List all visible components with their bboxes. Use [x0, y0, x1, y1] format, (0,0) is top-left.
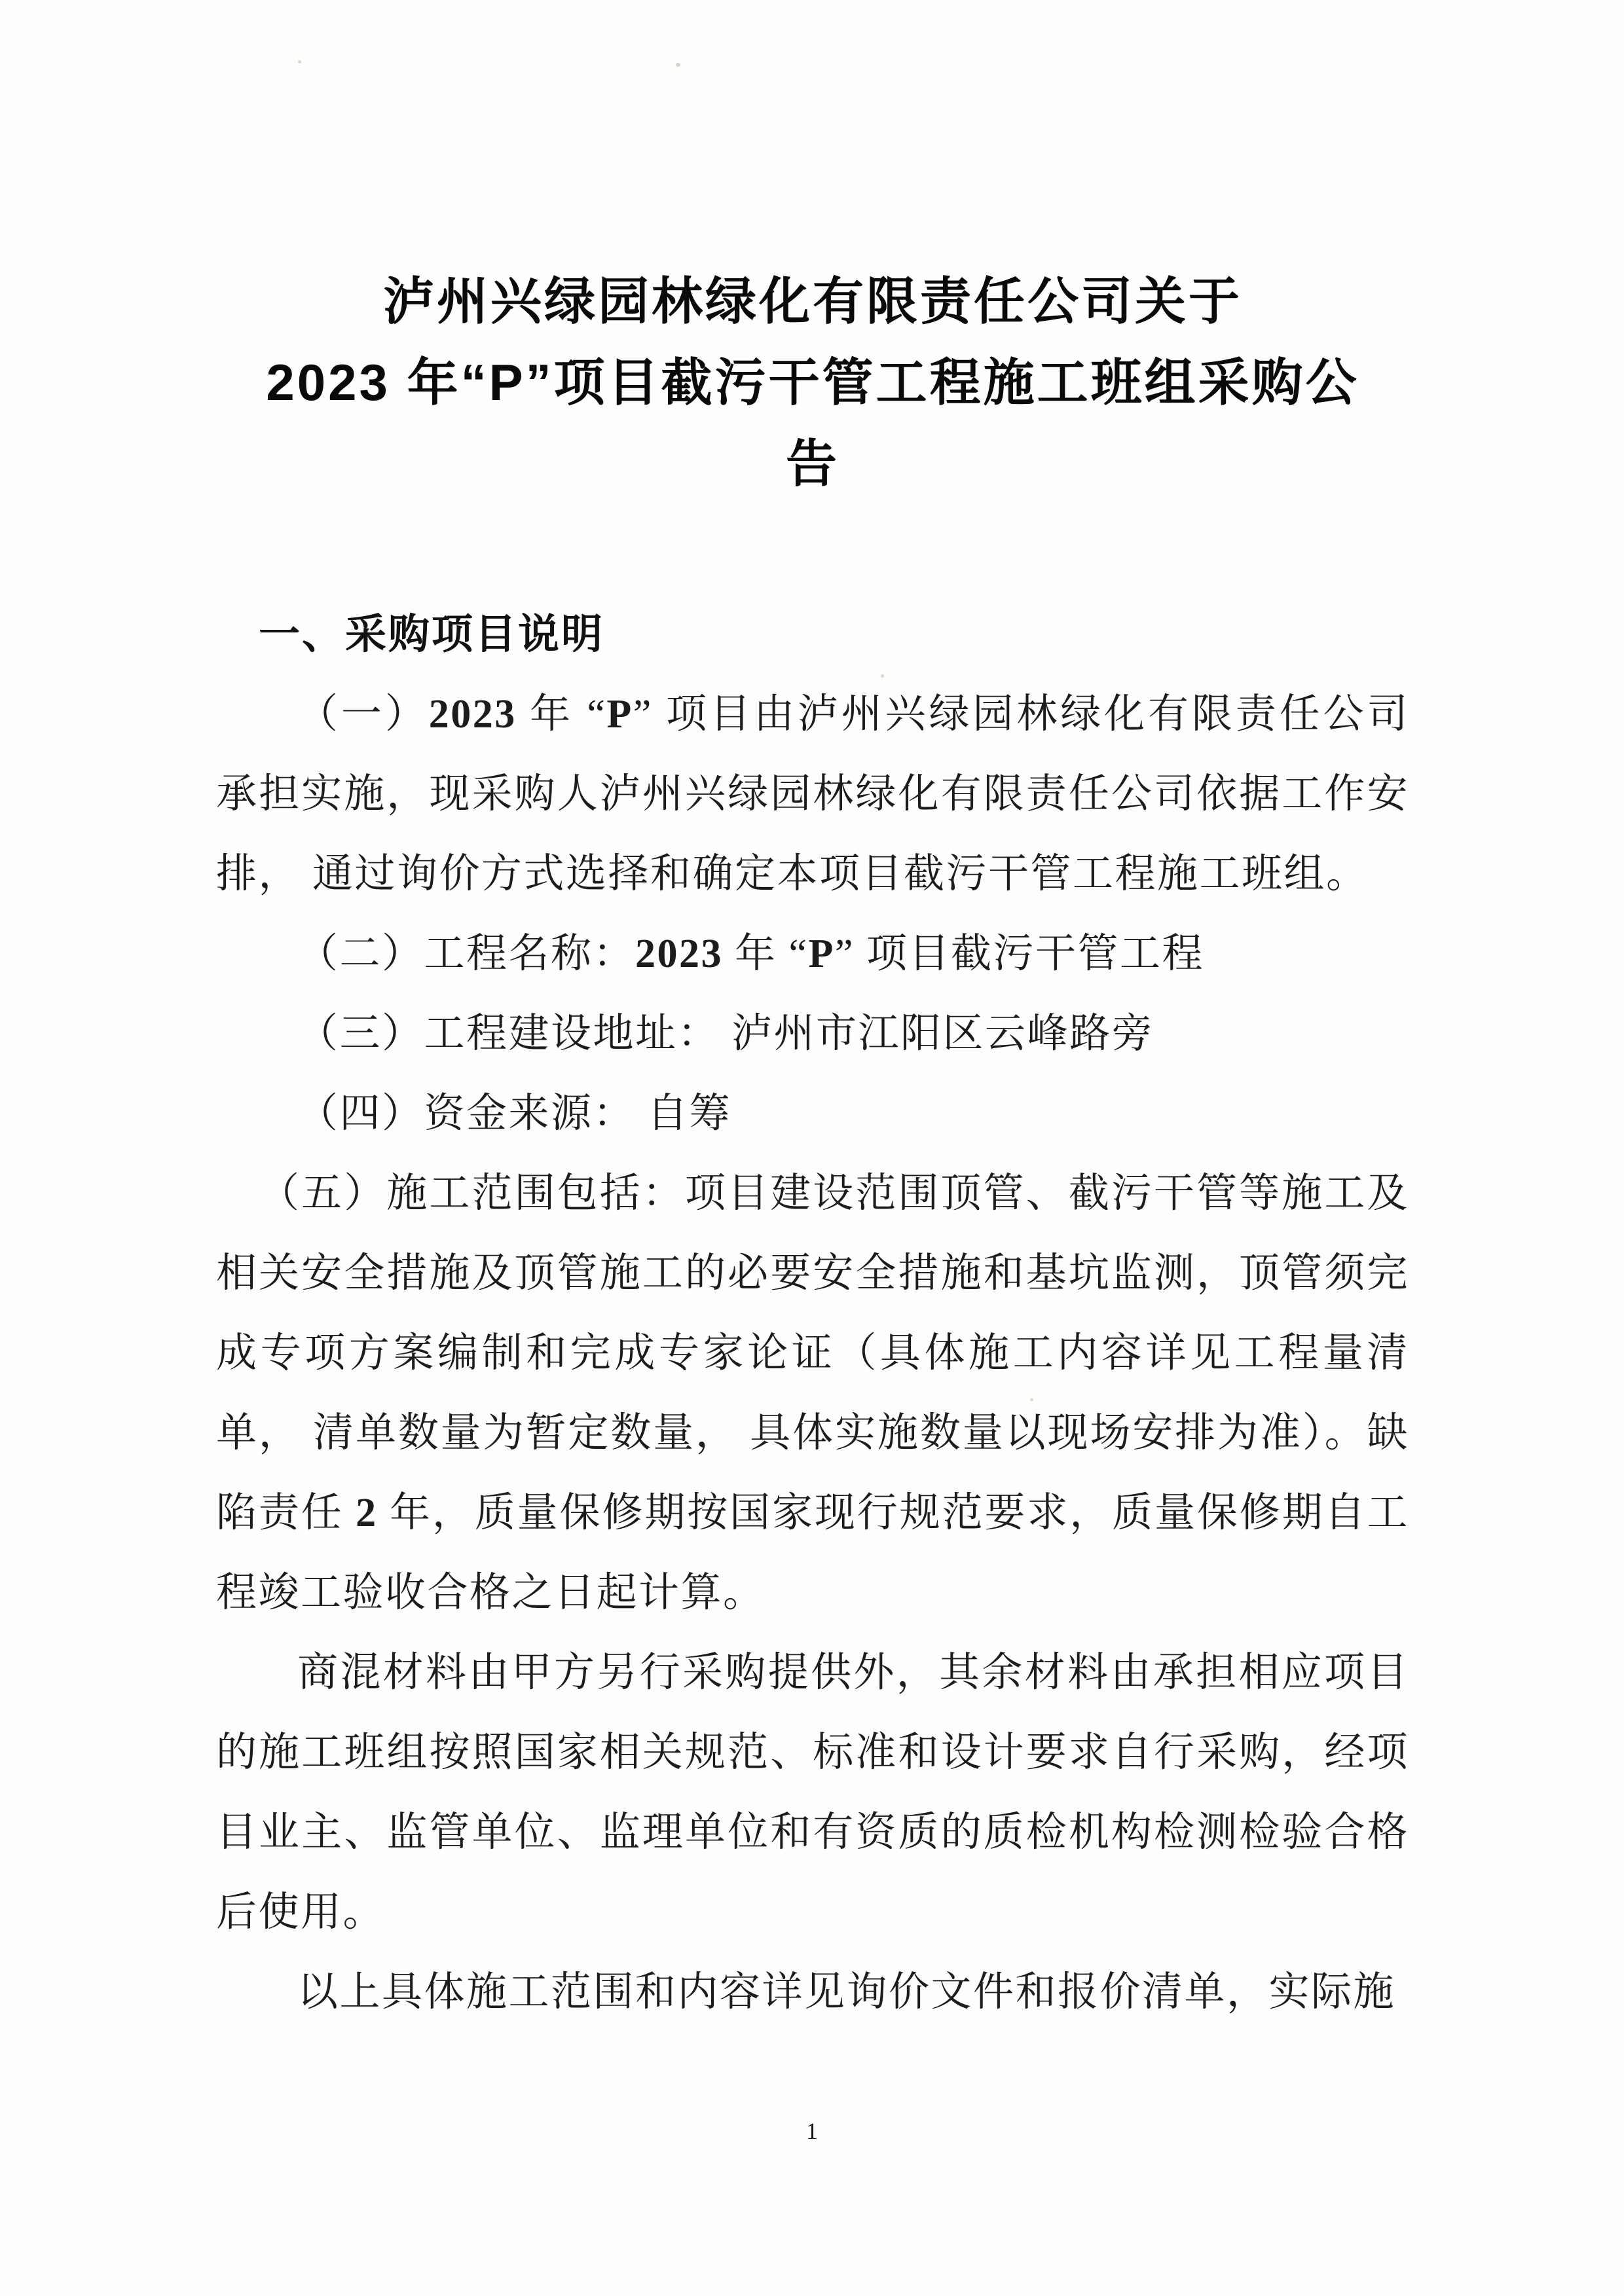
page-number: 1 [806, 2118, 818, 2144]
document-content [216, 0, 1409, 2032]
paragraph-4-funding-source: （四）资金来源： 自筹 [297, 1091, 732, 1136]
document-title [216, 261, 1409, 504]
paragraph-2-project-name: （二）工程名称：2023 年 “P” 项目截污干管工程 [297, 932, 1204, 976]
paragraph-6-materials: 商混材料由甲方另行采购提供外，其余材料由承担相应项目的施工班组按照国家相关规范、标准和设计要求自行采购，经项目业主、监管单位、监理单位和有资质的质检机构检测检验合格后使用。 [216, 1650, 1409, 1935]
title-line-3: 告 [785, 435, 840, 492]
section-heading: 一、采购项目说明 [259, 611, 604, 657]
page-footer [0, 2117, 1624, 2145]
paragraph-5-construction-scope: （五）施工范围包括：项目建设范围顶管、截污干管等施工及相关安全措施及顶管施工的必要安全措施和基坑监测，顶管须完成专项方案编制和完成专家论证（具体施工内容详见工程量清单， 清单数量为暂定数量， 具体实施数量以现场安排为准）。缺陷责任 2 年，质量保修期按国家现行规范要求，质量保修期自工程竣工验收合格之日起计算。 [216, 1171, 1409, 1615]
title-line-2: 2023 年“P”项目截污干管工程施工班组采购公 [266, 354, 1359, 411]
paragraph-1-project-overview: （一）2023 年 “P” 项目由泸州兴绿园林绿化有限责任公司承担实施，现采购人泸州兴绿园林绿化有限责任公司依据工作安排， 通过询价方式选择和确定本项目截污干管工程施工班组。 [216, 692, 1409, 896]
title-line-1: 泸州兴绿园林绿化有限责任公司关于 [382, 272, 1242, 330]
paragraph-7-scope-details: 以上具体施工范围和内容详见询价文件和报价清单，实际施 [297, 1970, 1396, 2014]
paragraph-3-project-address: （三）工程建设地址： 泸州市江阳区云峰路旁 [297, 1011, 1154, 1056]
